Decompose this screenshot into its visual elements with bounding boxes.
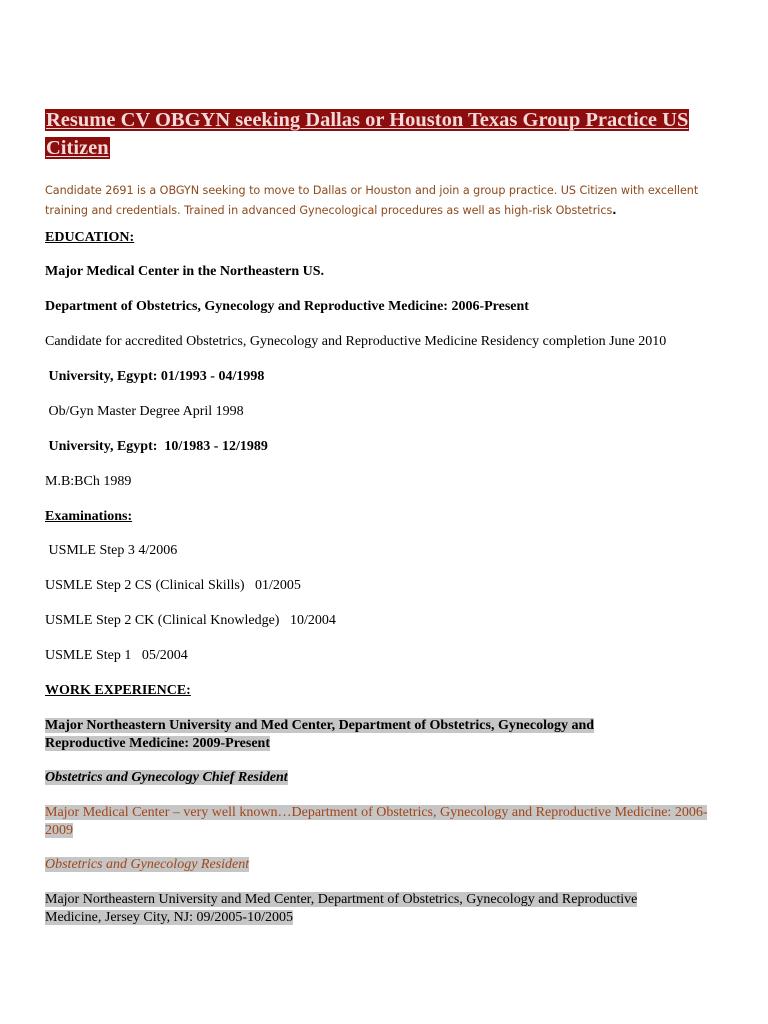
education-degree-3: M.B:BCh 1989 — [45, 474, 132, 489]
education-department-1: Department of Obstetrics, Gynecology and Reproductive Medicine: 2006-Present — [45, 299, 529, 314]
candidate-summary — [45, 181, 735, 221]
work-job-3 — [45, 891, 695, 927]
examinations-heading: Examinations: — [45, 509, 133, 524]
work-job-1-text: Major Northeastern University and Med Center, Department of Obstetrics, Gynecology and Reproductive Medicine: 2009-Present — [45, 718, 595, 751]
work-role-2 — [45, 856, 249, 874]
work-role-1 — [45, 769, 288, 787]
resume-title-block — [45, 107, 735, 163]
resume-title: Resume CV OBGYN seeking Dallas or Houston Texas Group Practice US Citizen — [46, 109, 689, 159]
work-role-2-text: Obstetrics and Gynecology Resident — [45, 857, 250, 872]
education-degree-2: Ob/Gyn Master Degree April 1998 — [45, 404, 244, 419]
education-residency-note: Candidate for accredited Obstetrics, Gynecology and Reproductive Medicine Residency completion June 2010 — [45, 334, 667, 349]
education-institution-1: Major Medical Center in the Northeastern US. — [45, 264, 325, 279]
exam-item: USMLE Step 2 CK (Clinical Knowledge) 10/2004 — [45, 613, 336, 628]
work-job-2 — [45, 804, 725, 840]
work-role-1-text: Obstetrics and Gynecology Chief Resident — [45, 770, 288, 785]
work-job-3-text: Major Northeastern University and Med Center, Department of Obstetrics, Gynecology and Reproductive Medicine, Jersey City, NJ: 09/2005-10/2005 — [45, 892, 638, 925]
exam-item: USMLE Step 3 4/2006 — [45, 543, 178, 558]
education-university-3: University, Egypt: 10/1983 - 12/1989 — [45, 439, 268, 454]
work-job-2-text: Major Medical Center – very well known…Department of Obstetrics, Gynecology and Reproductive Medicine: 2006-2009 — [45, 805, 708, 838]
work-experience-heading: WORK EXPERIENCE: — [45, 683, 191, 698]
education-heading: EDUCATION: — [45, 230, 135, 245]
resume-page — [45, 107, 735, 221]
candidate-summary-period: . — [612, 204, 617, 217]
candidate-summary-text: Candidate 2691 is a OBGYN seeking to move to Dallas or Houston and join a group practice. US Citizen with excellent training and credentials. Trained in advanced Gynecological procedures as well as high-risk Obstetrics — [45, 184, 699, 217]
exam-item: USMLE Step 1 05/2004 — [45, 648, 188, 663]
exam-item: USMLE Step 2 CS (Clinical Skills) 01/2005 — [45, 578, 301, 593]
education-university-2: University, Egypt: 01/1993 - 04/1998 — [45, 369, 265, 384]
work-job-1 — [45, 717, 665, 753]
